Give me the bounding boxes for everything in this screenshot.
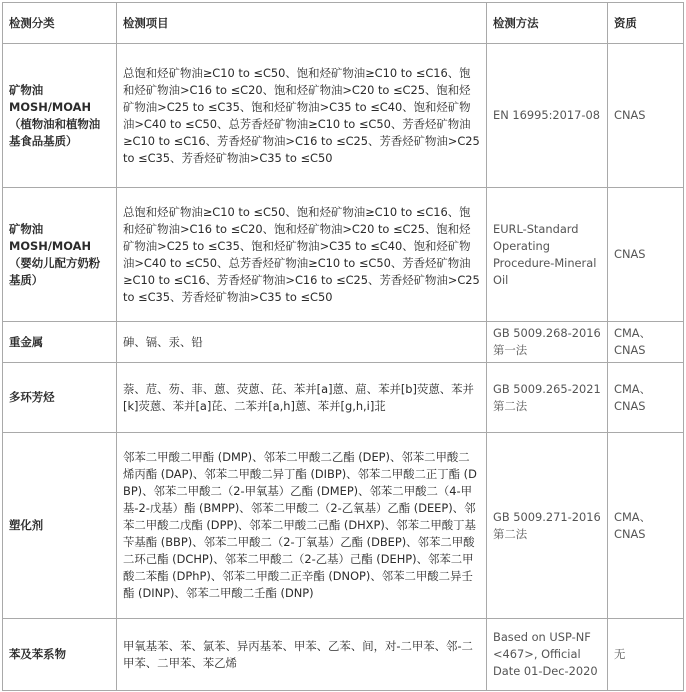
header-method: 检测方法 — [487, 3, 608, 44]
row-category: 矿物油 MOSH/MOAH （植物油和植物油基食品基质） — [3, 44, 117, 188]
row-method: EURL-Standard Operating Procedure-Mineral Oil — [487, 188, 608, 322]
table-row — [3, 44, 684, 188]
row-qualification: CMA、CNAS — [608, 433, 684, 619]
table-header-row — [3, 3, 684, 44]
row-category: 重金属 — [3, 322, 117, 363]
row-category: 多环芳烃 — [3, 363, 117, 433]
row-method: GB 5009.265-2021 第二法 — [487, 363, 608, 433]
row-method: GB 5009.268-2016 第一法 — [487, 322, 608, 363]
table-row — [3, 619, 684, 691]
row-qualification: 无 — [608, 619, 684, 691]
table-row — [3, 363, 684, 433]
row-category: 塑化剂 — [3, 433, 117, 619]
header-category: 检测分类 — [3, 3, 117, 44]
header-items: 检测项目 — [117, 3, 487, 44]
row-qualification: CMA、CNAS — [608, 322, 684, 363]
row-items: 总饱和烃矿物油≥C10 to ≤C50、饱和烃矿物油≥C10 to ≤C16、饱和烃矿物油>C16 to ≤C20、饱和烃矿物油>C20 to ≤C25、饱和烃矿物油>C25 to ≤C35、饱和烃矿物油>C35 to ≤C40、饱和烃矿物油>C40 to ≤C50、总芳香烃矿物油≥C10 to ≤C50、芳香烃矿物油≥C10 to ≤C16、芳香烃矿物油>C16 to ≤C25、芳香烃矿物油>C25 to ≤C35、芳香烃矿物油>C35 to ≤C50 — [117, 44, 487, 188]
row-method: GB 5009.271-2016 第二法 — [487, 433, 608, 619]
table-row — [3, 433, 684, 619]
row-qualification: CNAS — [608, 188, 684, 322]
row-items: 邻苯二甲酸二甲酯 (DMP)、邻苯二甲酸二乙酯 (DEP)、邻苯二甲酸二烯丙酯 (DAP)、邻苯二甲酸二异丁酯 (DIBP)、邻苯二甲酸二正丁酯 (DBP)、邻苯二甲酸二（2-甲氧基）乙酯 (DMEP)、邻苯二甲酸二（4-甲基-2-戊基）酯 (BMPP)、邻苯二甲酸二（2-乙氧基）乙酯 (DEEP)、邻苯二甲酸二戊酯 (DPP)、邻苯二甲酸二己酯 (DHXP)、邻苯二甲酸丁基苄基酯 (BBP)、邻苯二甲酸二（2-丁氧基）乙酯 (DBEP)、邻苯二甲酸二环己酯 (DCHP)、邻苯二甲酸二（2-乙基）己酯 (DEHP)、邻苯二甲酸二苯酯 (DPhP)、邻苯二甲酸二正辛酯 (DNOP)、邻苯二甲酸二异壬酯 (DINP)、邻苯二甲酸二壬酯 (DNP) — [117, 433, 487, 619]
row-qualification: CNAS — [608, 44, 684, 188]
table-row — [3, 188, 684, 322]
row-qualification: CMA、CNAS — [608, 363, 684, 433]
testing-services-table — [2, 2, 684, 691]
row-method: Based on USP-NF <467>, Official Date 01-Dec-2020 — [487, 619, 608, 691]
row-category: 苯及苯系物 — [3, 619, 117, 691]
row-items: 甲氧基苯、苯、氯苯、异丙基苯、甲苯、乙苯、间，对-二甲苯、邻-二甲苯、二甲苯、苯乙烯 — [117, 619, 487, 691]
row-items: 砷、镉、汞、铅 — [117, 322, 487, 363]
row-category: 矿物油 MOSH/MOAH （婴幼儿配方奶粉基质） — [3, 188, 117, 322]
row-items: 萘、苊、芴、菲、蒽、荧蒽、芘、苯并[a]蒽、䓛、苯并[b]荧蒽、苯并[k]荧蒽、苯并[a]芘、二苯并[a,h]蒽、苯并[g,h,i]苝 — [117, 363, 487, 433]
header-qualification: 资质 — [608, 3, 684, 44]
row-items: 总饱和烃矿物油≥C10 to ≤C50、饱和烃矿物油≥C10 to ≤C16、饱和烃矿物油>C16 to ≤C20、饱和烃矿物油>C20 to ≤C25、饱和烃矿物油>C25 to ≤C35、饱和烃矿物油>C35 to ≤C40、饱和烃矿物油>C40 to ≤C50、总芳香烃矿物油≥C10 to ≤C50、芳香烃矿物油≥C10 to ≤C16、芳香烃矿物油>C16 to ≤C25、芳香烃矿物油>C25 to ≤C35、芳香烃矿物油>C35 to ≤C50 — [117, 188, 487, 322]
row-method: EN 16995:2017-08 — [487, 44, 608, 188]
table-row — [3, 322, 684, 363]
